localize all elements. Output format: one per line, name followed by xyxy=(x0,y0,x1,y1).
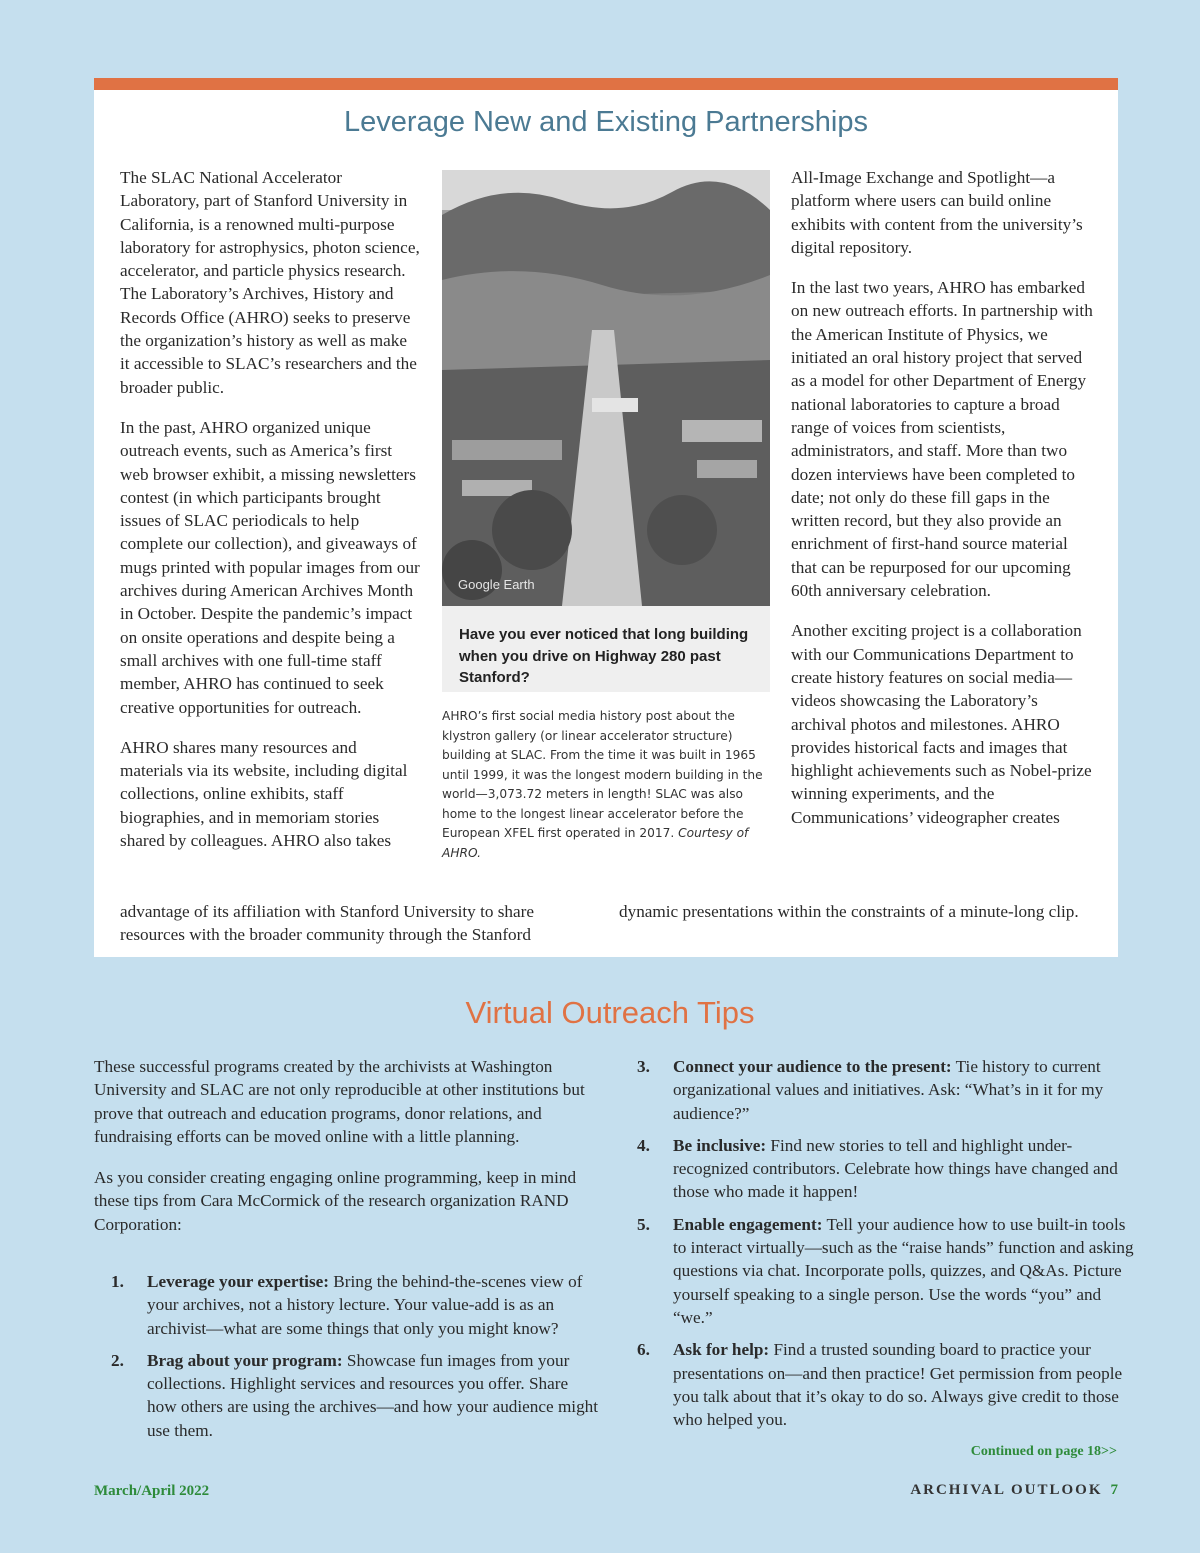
issue-date: March/April 2022 xyxy=(94,1483,210,1499)
accent-bar xyxy=(94,78,1118,90)
slac-aerial-photo xyxy=(442,170,770,606)
tips-list-right xyxy=(637,1055,1137,1440)
running-footer xyxy=(910,1482,1118,1499)
tip-lead: Enable engagement: xyxy=(673,1214,823,1234)
partnerships-span-right: dynamic presentations within the constraints of a minute-long clip. xyxy=(619,902,1079,921)
tip-item xyxy=(111,1349,601,1442)
continued-link[interactable]: Continued on page 18>> xyxy=(970,1444,1117,1459)
partnerships-heading: Leverage New and Existing Partnerships xyxy=(344,106,868,138)
tip-number: 2. xyxy=(111,1350,124,1370)
tip-item xyxy=(111,1270,601,1340)
tips-list-left xyxy=(111,1270,601,1451)
paragraph: AHRO shares many resources and materials via its website, including digital collections, online exhibits, staff biographies, and in memoriam stories shared by colleagues. AHRO also takes xyxy=(120,737,408,851)
caption-text: AHRO’s first social media history post about the klystron gallery (or linear accelerator structure) building at SLAC. From the time it was built in 1965 until 1999, it was the longest modern building in the world—3,073.72 meters in length! SLAC was also home to the longest linear accelerator before the European XFEL first operated in 2017. xyxy=(442,709,763,840)
tip-lead: Ask for help: xyxy=(673,1340,770,1360)
tip-lead: Connect your audience to the present: xyxy=(673,1057,952,1076)
paragraph: As you consider creating engaging online programming, keep in mind these tips from Cara McCormick of the research organization RAND Corporation: xyxy=(94,1168,577,1234)
tips-heading: Virtual Outreach Tips xyxy=(465,995,755,1030)
paragraph: These successful programs created by the archivists at Washington University and SLAC are not only reproducible at other institutions but prove that outreach and education programs, donor relations, and fundraising efforts can be moved online with a little planning. xyxy=(94,1057,585,1146)
tip-lead: Brag about your program: xyxy=(147,1350,343,1370)
paragraph: All-Image Exchange and Spotlight—a platform where users can build online exhibits with content from the university’s digital repository. xyxy=(791,168,1083,257)
tip-lead: Be inclusive: xyxy=(673,1135,767,1155)
partnerships-span-left: advantage of its affiliation with Stanford University to share resources with the broader community through the Stanford xyxy=(120,902,534,945)
caption-credit: Courtesy of AHRO. xyxy=(442,826,749,860)
tip-text: Find a trusted sounding board to practice your presentations on—and then practice! Get permission from people you talk about that it’s okay to do so. Always give credit to those who helped you. xyxy=(673,1340,1123,1430)
aerial-photo-illustration xyxy=(442,170,770,606)
page-number: 7 xyxy=(1110,1482,1118,1498)
publication-name: ARCHIVAL OUTLOOK xyxy=(910,1482,1103,1498)
paragraph: Another exciting project is a collaboration with our Communications Department to create history features on social media—videos showcasing the Laboratory’s archival photos and milestones. AHRO provides historical facts and images that highlight achievements such as Nobel-prize winning experiments, and the Communications’ videographer creates xyxy=(791,621,1092,827)
photo-callout xyxy=(442,606,770,692)
paragraph: The SLAC National Accelerator Laboratory, part of Stanford University in California, is a renowned multi-purpose laboratory for astrophysics, photon science, accelerator, and particle physics research. The Laboratory’s Archives, History and Records Office (AHRO) seeks to preserve the organization’s history as well as make it accessible to SLAC’s researchers and the broader public. xyxy=(120,168,420,397)
tip-text: Tell your audience how to use built-in tools to interact virtually—such as the “raise hands” function and asking questions via chat. Incorporate polls, quizzes, and Q&As. Picture yourself speaking to a single person. Use the words “you” and “we.” xyxy=(673,1214,1134,1327)
tip-text: Find new stories to tell and highlight under-recognized contributors. Celebrate how things have changed and those who made it happen! xyxy=(673,1135,1118,1202)
tip-number: 3. xyxy=(637,1057,650,1076)
tip-text: Showcase fun images from your collections. Highlight services and resources you offer. Share how others are using the archives—and how your audience might use them. xyxy=(147,1350,599,1440)
tip-item xyxy=(637,1213,1137,1329)
partnerships-column-3 xyxy=(791,166,1093,829)
google-earth-watermark: Google Earth xyxy=(458,577,535,592)
photo-callout-text: Have you ever noticed that long building when you drive on Highway 280 past Stanford? xyxy=(459,626,749,686)
tip-number: 1. xyxy=(111,1272,124,1291)
photo-caption xyxy=(442,707,764,863)
partnerships-column-1 xyxy=(120,166,420,852)
paragraph: In the last two years, AHRO has embarked on new outreach efforts. In partnership with the American Institute of Physics, we initiated an oral history project that served as a model for other Department of Energy national laboratories to capture a broad range of voices from scientists, administrators, and staff. More than two dozen interviews have been completed to date; not only do these fill gaps in the written record, but they also provide an enrichment of first-hand source material that can be repurposed for our upcoming 60th anniversary celebration. xyxy=(791,278,1093,601)
tip-item xyxy=(637,1134,1137,1204)
tip-text: Tie history to current organizational values and initiatives. Ask: “What’s in it for my audience?” xyxy=(673,1057,1104,1123)
tip-item xyxy=(637,1338,1137,1431)
tip-lead: Leverage your expertise: xyxy=(147,1272,329,1291)
tip-item xyxy=(637,1055,1137,1125)
paragraph: In the past, AHRO organized unique outreach events, such as America’s first web browser exhibit, a missing newsletters contest (in which participants brought issues of SLAC periodicals to help complete our collection), and giveaways of mugs printed with popular images from our archives during American Archives Month in October. Despite the pandemic’s impact on onsite operations and despite being a small archives with one full-time staff member, AHRO has continued to seek creative opportunities for outreach. xyxy=(120,417,420,717)
tip-number: 6. xyxy=(637,1340,650,1360)
tip-text: Bring the behind-the-scenes view of your archives, not a history lecture. Your value-add is as an archivist—what are some things that only you might know? xyxy=(147,1272,583,1338)
tips-intro xyxy=(94,1055,594,1254)
tip-number: 5. xyxy=(637,1214,650,1234)
tip-number: 4. xyxy=(637,1135,650,1155)
